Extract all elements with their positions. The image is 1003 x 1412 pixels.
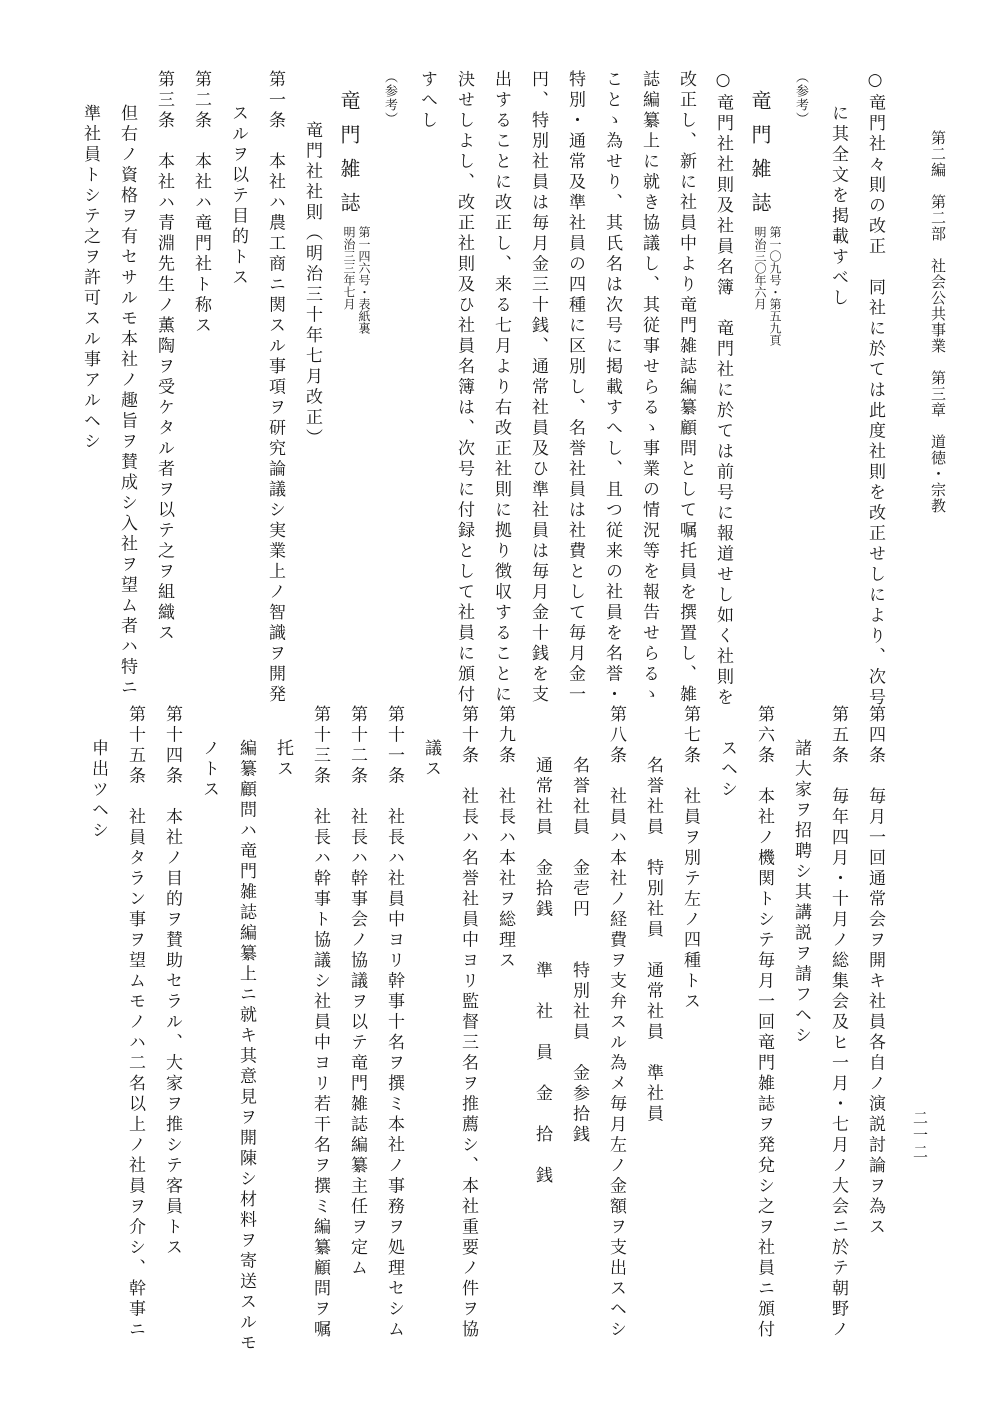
article-line: ノトス — [199, 739, 219, 801]
running-header: 第二編 第二部 社会公共事業 第三章 道徳・宗教 — [929, 130, 947, 514]
article-line: 申出ツヘシ — [88, 739, 108, 842]
issue-number: 第一〇九号・第五九頁 — [768, 226, 782, 346]
text-line: ○竜門社社則及社員名簿 竜門社に於ては前号に報道せし如く社則を — [713, 70, 733, 709]
article-line: スルヲ以テ目的トス — [228, 104, 248, 289]
article-line: 第九条 社長ハ本社ヲ総理ス — [495, 705, 515, 972]
text-line: 決せしよし、改正社則及ひ社員名簿は、次号に付録として社員に頒付 — [454, 70, 474, 706]
article-line: 名誉社員 金壱円 特別社員 金参拾銭 — [569, 756, 589, 1146]
article-line: 第十五条 社員タラン事ヲ望ムモノハ二名以上ノ社員ヲ介シ、幹事ニ — [125, 705, 145, 1341]
magazine-title: 竜門雑誌 — [748, 90, 772, 226]
top-text-block — [71, 70, 893, 709]
issue-date: 明治三〇年六月 — [753, 226, 767, 310]
article-line: 第十三条 社長ハ幹事ト協議シ社員中ヨリ若干名ヲ撰ミ編纂顧問ヲ嘱 — [310, 705, 330, 1341]
article-line: 第十四条 本社ノ目的ヲ賛助セラル、大家ヲ推シテ客員トス — [162, 705, 182, 1259]
article-line: 但右ノ資格ヲ有セサルモ本社ノ趣旨ヲ賛成シ入社ヲ望ム者ハ特ニ — [117, 104, 137, 699]
reference-label: （参考） — [382, 70, 397, 126]
text-line: 出することに改正し、来る七月より右改正社則に拠り徴収することに — [491, 70, 511, 706]
article-line: 第二条 本社ハ竜門社ト称ス — [191, 70, 211, 337]
article-line: 第七条 社員ヲ別テ左ノ四種トス — [680, 705, 700, 1013]
text-line: 改正し、新に社員中より竜門雑誌編纂顧問として嘱托員を撰置し、雑 — [676, 70, 696, 706]
article-line: 名誉社員 特別社員 通常社員 準社員 — [643, 756, 663, 1125]
article-line: 第十一条 社長ハ社員中ヨリ幹事十名ヲ撰ミ本社ノ事務ヲ処理セシム — [384, 705, 404, 1341]
article-line: 諸大家ヲ招聘シ其講説ヲ請フヘシ — [791, 739, 811, 1047]
article-line: スヘシ — [717, 739, 737, 801]
text-line: 円、特別社員は毎月金三十銭、通常社員及ひ準社員は毎月金十銭を支 — [528, 70, 548, 706]
magazine-title-block — [330, 70, 371, 680]
article-line: 第十条 社長ハ名誉社員中ヨリ監督三名ヲ推薦シ、本社重要ノ件ヲ協 — [458, 705, 478, 1341]
article-line: 第十二条 社長ハ幹事会ノ協議ヲ以テ竜門雑誌編纂主任ヲ定ム — [347, 705, 367, 1279]
issue-date: 明治三三年七月 — [342, 226, 356, 310]
article-line: 托ス — [273, 739, 293, 780]
magazine-issue — [341, 226, 371, 334]
article-line: 第三条 本社ハ青淵先生ノ薫陶ヲ受ケタル者ヲ以テ之ヲ組織ス — [154, 70, 174, 644]
text-line: すへし — [417, 70, 437, 132]
issue-number: 第一四六号・表紙裏 — [357, 226, 371, 334]
magazine-title-block — [741, 70, 782, 680]
article-line: 編纂顧問ハ竜門雑誌編纂上ニ就キ其意見ヲ開陳シ材料ヲ寄送スルモ — [236, 739, 256, 1354]
text-line: 特別・通常及準社員の四種に区別し、名誉社員は社費として毎月金一 — [565, 70, 585, 706]
rules-title: 竜門社社則（明治三十年七月改正） — [302, 121, 322, 449]
article-line: 第六条 本社ノ機関トシテ毎月一回竜門雑誌ヲ発兌シ之ヲ社員ニ頒付 — [754, 705, 774, 1341]
text-line: に其全文を掲載すべし — [828, 104, 848, 309]
article-line: 議ス — [421, 739, 441, 780]
magazine-issue — [752, 226, 782, 346]
text-line: ○竜門社々則の改正 同社に於ては此度社則を改正せしにより、次号 — [865, 70, 885, 709]
article-line: 通常社員 金拾銭 準 社 員 金 拾 銭 — [532, 756, 552, 1187]
article-line: 第八条 社員ハ本社ノ経費ヲ支弁スル為メ毎月左ノ金額ヲ支出スヘシ — [606, 705, 626, 1341]
page-number: 二一二 — [911, 1110, 929, 1161]
reference-label: （参考） — [793, 70, 808, 126]
article-line: 第一条 本社ハ農工商ニ関スル事項ヲ研究論議シ実業上ノ智識ヲ開発 — [265, 70, 285, 706]
magazine-title: 竜門雑誌 — [337, 90, 361, 226]
text-line: 誌編纂上に就き協議し、其従事せらるゝ事業の情況等を報告せらるゝ — [639, 70, 659, 706]
text-line: ことゝ為せり、其氏名は次号に掲載すへし、且つ従来の社員を名誉・ — [602, 70, 622, 706]
article-line: 準社員トシテ之ヲ許可スル事アルヘシ — [80, 104, 100, 453]
article-line: 第四条 毎月一回通常会ヲ開キ社員各自ノ演説討論ヲ為ス — [865, 705, 885, 1238]
bottom-text-block — [79, 705, 893, 1354]
article-line: 第五条 毎年四月・十月ノ総集会及ヒ一月・七月ノ大会ニ於テ朝野ノ — [828, 705, 848, 1341]
